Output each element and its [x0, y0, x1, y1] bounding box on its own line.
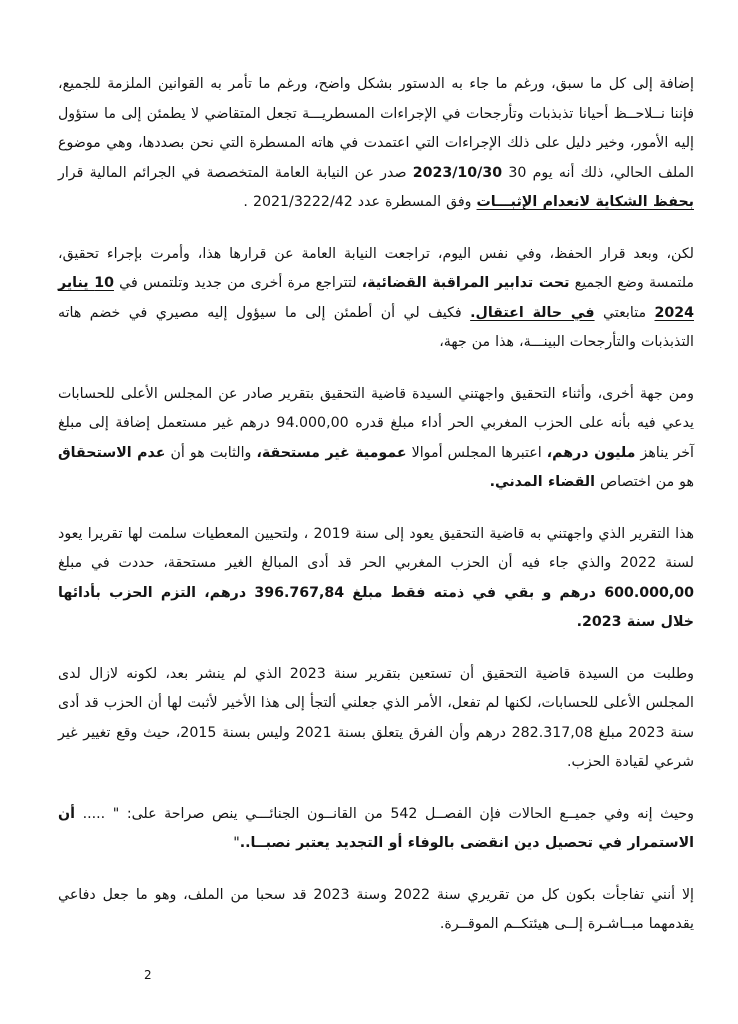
emphasized-text: أن الاستمرار في تحصيل دين انقضى بالوفاء أو التجديد يعتبر نصبــا..	[58, 805, 694, 851]
emphasized-text: تحت تدابير المراقبة القضائية،	[361, 275, 570, 291]
paragraph	[58, 520, 694, 638]
paragraph	[58, 70, 694, 218]
paragraph	[58, 380, 694, 498]
page-number: 2	[144, 968, 152, 982]
emphasized-text: في حالة اعتقال.	[470, 304, 595, 321]
text-run: هو من اختصاص	[594, 474, 694, 490]
text-run: إضافة إلى كل ما سبق، ورغم ما جاء به الدستور بشكل واضح، ورغم ما تأمر به القوانين الملزمة للجميع، فإننا نــلاحــظ أحيانا تذبذبات وتأرجحات في الإجراءات المسطريـــة تجعل المتقاضي لا يطمئن إلى ما ستؤول إليه الأمور، وخير دليل على ذلك الإجراءات التي اعتمدت في هاته المسطرة التي نحن بصددها، وهي موضوع الملف الحالي، ذلك أنه يوم 30	[58, 76, 694, 181]
text-run: اعتبرها المجلس أموالا	[406, 444, 547, 461]
emphasized-text: القضاء المدني.	[489, 474, 595, 490]
paragraph	[58, 660, 694, 778]
text-run: متابعتي	[594, 304, 655, 321]
text-run: لكن، وبعد قرار الحفظ، وفي نفس اليوم، تراجعت النيابة العامة عن قرارها هذا، وأمرت بإجراء تحقيق، ملتمسة وضع الجميع	[58, 245, 694, 291]
text-run: وحيث إنه وفي جميــع الحالات فإن الفصــل 542 من القانــون الجنائـــي ينص صراحة على: " .....	[74, 805, 694, 822]
text-run: صدر عن النيابة العامة المتخصصة في الجرائم المالية قرار	[58, 164, 413, 181]
emphasized-text: 2023/10/30	[412, 164, 503, 181]
text-run: "	[233, 835, 240, 851]
emphasized-text: عمومية غير مستحقة،	[256, 444, 407, 461]
document-body	[58, 70, 694, 940]
emphasized-text: 10 يناير 2024	[58, 275, 694, 321]
emphasized-text: مليون درهم،	[546, 444, 636, 461]
paragraph	[58, 240, 694, 358]
text-run: لتتراجع مرة أخرى من جديد وتلتمس في	[113, 275, 362, 291]
text-run: هذا التقرير الذي واجهتني به قاضية التحقيق يعود إلى سنة 2019 ، ولتحيين المعطيات سلمت لها تقريرا يعود لسنة 2022 والذي جاء فيه أن الحزب المغربي الحر قد أدى المبالغ الغير مستحقة، حددت في مبلغ	[58, 525, 694, 571]
paragraph	[58, 881, 694, 940]
emphasized-text: بحفظ الشكاية لانعدام الإثبـــات	[476, 194, 694, 210]
text-run: ومن جهة أخرى، وأثناء التحقيق واجهتني السيدة قاضية التحقيق بتقرير صادر عن المجلس الأعلى للحسابات يدعي فيه بأنه على الحزب المغربي الحر أداء مبلغ قدره 94.000,00 درهم غير مستعمل إضافة إلى مبلغ آخر يناهز	[58, 385, 695, 461]
text-run: إلا أنني تفاجأت بكون كل من تقريري سنة 2022 وسنة 2023 قد سحبا من الملف، وهو ما جعل دفاعي يقدمهما مبــاشـرة إلــى هيئتكــم الموقــرة.	[58, 886, 694, 932]
emphasized-text: عدم الاستحقاق	[58, 444, 166, 461]
text-run: وطلبت من السيدة قاضية التحقيق أن تستعين بتقرير سنة 2023 الذي لم ينشر بعد، لكونه لازال لدى المجلس الأعلى للحسابات، لكنها لم تفعل، الأمر الذي جعلني ألتجأ إلى هذا الأخير لأثبت لها أن الحزب قد أدى سنة 2023 مبلغ 282.317,08 درهم وأن الفرق يتعلق بسنة 2021 وليس بسنة 2015، حيث وقع تغيير غير شرعي لقيادة الحزب.	[58, 665, 694, 770]
emphasized-text: 600.000,00 درهم و بقي في ذمته فقط مبلغ 396.767,84 درهم، التزم الحزب بأدائها خلال سنة 2023.	[58, 584, 694, 630]
text-run: فكيف لي أن أطمئن إلى ما سيؤول إليه مصيري في خضم هاته التذبذبات والتأرجحات البينـــة، هذا من جهة،	[58, 304, 694, 350]
text-run: وفق المسطرة عدد 2021/3222/42 .	[243, 194, 477, 210]
paragraph	[58, 800, 694, 859]
text-run: والثابت هو أن	[165, 444, 257, 461]
